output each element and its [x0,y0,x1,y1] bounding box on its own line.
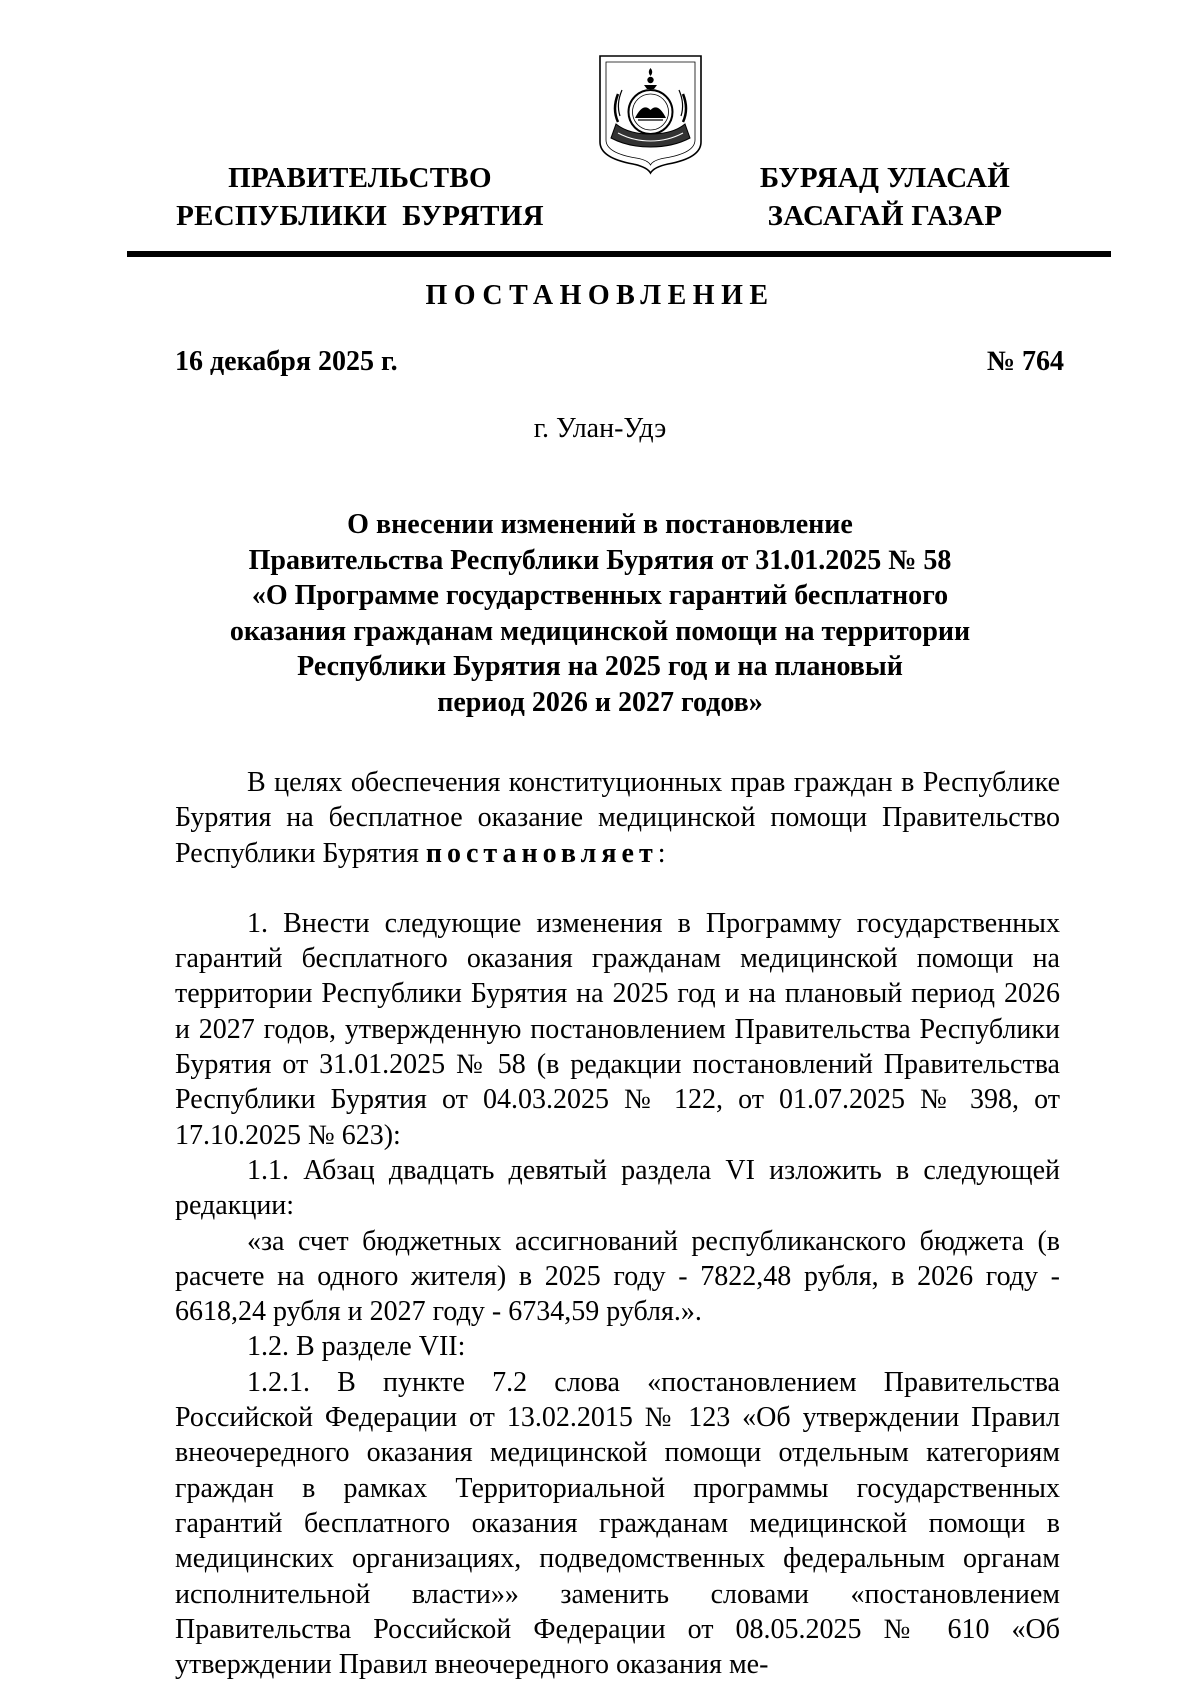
header-divider [127,251,1111,257]
document-type: ПОСТАНОВЛЕНИЕ [425,280,775,311]
coat-of-arms-icon [598,54,703,175]
subject-line: Правительства Республики Бурятия от 31.01.2025 № 58 [248,544,952,576]
header-left-line1: ПРАВИТЕЛЬСТВО [228,162,492,194]
header-left-line2: РЕСПУБЛИКИ БУРЯТИЯ [176,200,544,232]
header-right-line2: ЗАСАГАЙ ГАЗАР [767,200,1003,232]
paragraph-1-1: 1.1. Абзац двадцать девятый раздела VI изложить в следующей редакции: [175,1154,1060,1222]
document-body [175,765,1060,1682]
decree-word: постановляет [425,837,658,869]
preamble-text: В целях обеспечения конституционных прав граждан в Республике Бурятия на бесплатное оказание медицинской помощи Правительство Республики Бурятия [175,767,1060,869]
quote-paragraph: «за счет бюджетных ассигнований республиканского бюджета (в расчете на одного жителя) в 2025 году - 7822,48 рубля, в 2026 году - 6618,24 рубля и 2027 году - 6734,59 рубля.». [175,1225,1060,1328]
paragraph-1-2: 1.2. В разделе VII: [247,1331,466,1363]
subject-line: оказания гражданам медицинской помощи на территории [229,615,971,647]
paragraph-1-2-1: 1.2.1. В пункте 7.2 слова «постановлением Правительства Российской Федерации от 13.02.2015 № 123 «Об утверждении Правил внеочередного оказания медицинской помощи отдельным категориям граждан в рамках Территориальной программы государственных гарантий бесплатного оказания гражданам медицинской помощи в медицинских организациях, подведомственных федеральным органам исполнительной власти»» заменить словами «постановлением Правительства Российской Федерации от 08.05.2025 № 610 «Об утверждении Правил внеочередного оказания ме- [175,1366,1060,1681]
subject-line: период 2026 и 2027 годов» [437,686,763,718]
subject-line: «О Программе государственных гарантий бесплатного [251,580,949,611]
subject-line: О внесении изменений в постановление [347,509,853,540]
header-right [735,159,1035,235]
preamble-end: : [657,837,666,869]
header-right-line1: БУРЯАД УЛАСАЙ [759,162,1011,194]
paragraph-1: 1. Внести следующие изменения в Программу государственных гарантий бесплатного оказания гражданам медицинской помощи на территории Республики Бурятия на 2025 год и на плановый период 2026 и 2027 годов, утвержденную постановлением Правительства Республики Бурятия от 31.01.2025 № 58 (в редакции постановлений Правительства Республики Бурятия от 04.03.2025 № 122, от 01.07.2025 № 398, от 17.10.2025 № 623): [175,907,1060,1151]
preamble-paragraph [175,765,1060,871]
subject-line: Республики Бурятия на 2025 год и на плановый [297,651,903,682]
document-number: № 764 [986,346,1064,377]
document-subject [150,507,1050,720]
document-date: 16 декабря 2025 г. [175,346,398,377]
document-city: г. Улан-Удэ [533,413,667,444]
header-left [160,159,560,235]
